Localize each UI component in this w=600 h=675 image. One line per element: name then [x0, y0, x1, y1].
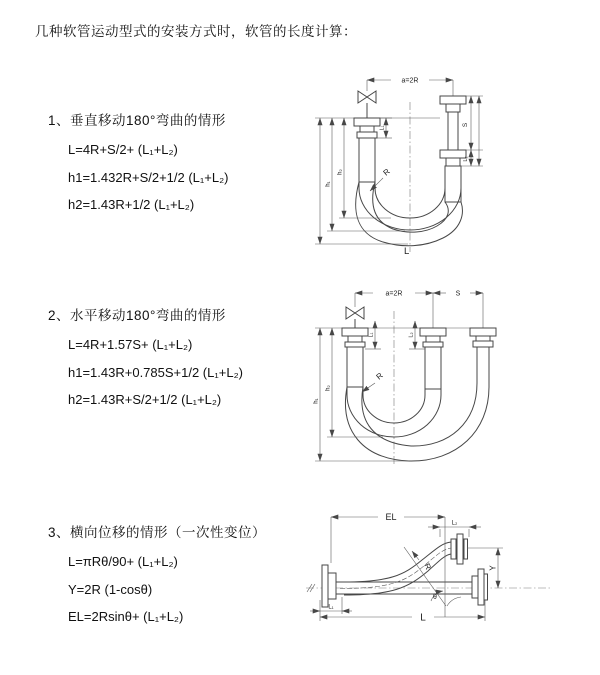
section-1-heading: 1、垂直移动180°弯曲的情形 [48, 113, 226, 128]
dim-label-h2: h₂ [325, 385, 332, 391]
left-flange [322, 565, 336, 607]
dim-label-l1: L₁ [368, 332, 375, 338]
dimension-a2r [355, 291, 433, 298]
dimension-l2 [428, 521, 481, 538]
angle-label: θ [433, 594, 437, 601]
left-fitting [342, 328, 368, 387]
dim-label-s: S [455, 290, 461, 298]
dim-label-a2r: a=2R [401, 77, 419, 85]
braided-section [425, 347, 441, 389]
dim-label-l1: L₁ [379, 125, 386, 131]
formula-line: Y=2R (1-cosθ) [68, 581, 153, 597]
formula-line: L=πRθ/90+ (L₁+L₂) [68, 554, 178, 569]
upper-flange [451, 534, 468, 564]
formula-line: h2=1.43R+S/2+1/2 (L₁+L₂) [68, 392, 222, 407]
dimension-a2r [367, 78, 453, 85]
diagram-horizontal-bend [313, 283, 538, 468]
middle-fitting [420, 293, 446, 389]
dim-label-a2r: a=2R [385, 290, 403, 298]
formula-line: h1=1.43R+0.785S+1/2 (L₁+L₂) [68, 364, 243, 380]
section-3 [48, 521, 266, 631]
dimension-l1 [310, 597, 352, 614]
dim-label-h2: h₂ [337, 169, 344, 175]
dim-label-h1: h₁ [325, 181, 332, 187]
section-2 [48, 304, 243, 414]
section-1 [48, 109, 229, 219]
valve-icon [346, 293, 364, 328]
left-fitting [354, 118, 380, 182]
formula-line: L=4R+1.57S+ (L₁+L₂) [68, 337, 193, 352]
section-2-heading: 2、水平移动180°弯曲的情形 [48, 308, 226, 323]
dim-label-y: Y [488, 565, 498, 571]
right-fitting [470, 293, 496, 347]
radius-label: R [381, 166, 392, 178]
section-1-formulas [68, 136, 229, 219]
radius-leader [362, 371, 385, 392]
length-label: L [404, 246, 410, 257]
formula-line: h2=1.43R+1/2 (L₁+L₂) [68, 197, 195, 212]
straight-pipe [336, 569, 488, 605]
valve-icon [358, 80, 376, 118]
section-2-formulas [68, 331, 243, 414]
formula-line: h1=1.432R+S/2+1/2 (L₁+L₂) [68, 169, 229, 185]
braided-section [347, 347, 363, 387]
page-title: 几种软管运动型式的安装方式时，软管的长度计算： [35, 24, 357, 39]
right-fitting [440, 80, 466, 202]
braided-section [359, 138, 375, 182]
dim-label-s: S [462, 122, 469, 128]
dim-label-el: EL [385, 512, 397, 522]
diagram-3-drawing [300, 505, 570, 645]
dim-label-l2: L₂ [463, 156, 469, 162]
hose-arcs [345, 347, 489, 461]
radius-label: R [422, 562, 433, 572]
dim-label-l2: L₂ [408, 332, 415, 338]
dimension-l [320, 600, 485, 624]
dim-label-l: L [420, 612, 426, 624]
s-curve-hose [340, 542, 453, 595]
formula-line: EL=2Rsinθ+ (L₁+L₂) [68, 609, 184, 624]
dim-label-h1: h₁ [313, 398, 320, 404]
dimension-s [433, 291, 483, 298]
dim-label-l1: L₁ [328, 604, 334, 611]
radius-label: R [374, 370, 385, 382]
formula-line: L=4R+S/2+ (L₁+L₂) [68, 142, 178, 157]
braided-section [445, 166, 461, 202]
section-3-formulas [68, 548, 266, 631]
diagram-vertical-bend [313, 72, 538, 257]
diagram-1-drawing [313, 72, 538, 257]
section-3-heading: 3、横向位移的情形（一次性变位） [48, 525, 267, 540]
right-flange [478, 569, 484, 605]
diagram-2-drawing [313, 283, 538, 468]
dim-label-l2: L₂ [451, 520, 458, 527]
diagram-lateral-displacement [300, 505, 570, 645]
